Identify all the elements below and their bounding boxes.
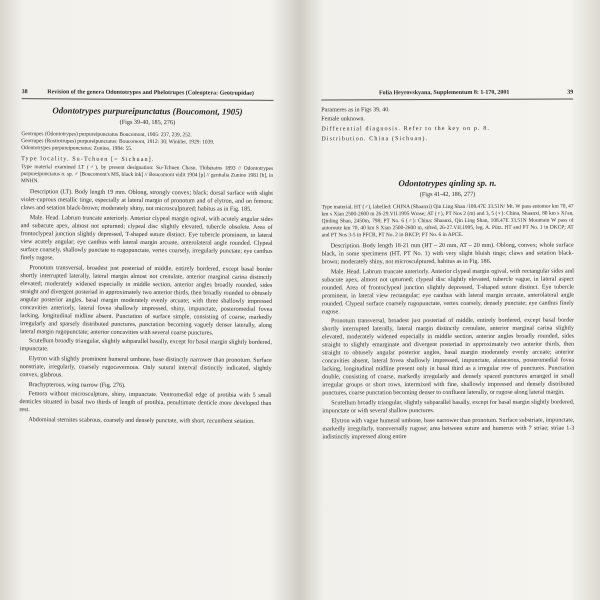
right-page (321, 90, 575, 561)
synonym-line: Odontotrypes purpureipunctatus: Zunino, 1984: 55. (21, 144, 133, 152)
type-material: Type material. HT (♂), labelled: CHINA (Shaanxi) Qin Ling Shan /108.47E 33.51N/ Mt. W pass entomor km 70, 47 km s Xian 2500-2600 m 26-29.VII.1995 Wrase; AT (♀), PT Nos 2 (m) and 3, 5 (♀): China, Shaanxi, 80 km s Xi'an, Qinling Shan, 2450m, 798; PT No. 6 (♂): China: Shaanxi, Qin Ling Shan, 108.47E 33.51N Mountain W pass of autoroute km 70, 40 km S Xian 2500-2600 m, sifted, 26-27.VII.1995, leg. A. Pütz. HT and PT No. 1 in DKCP; AT and PT Nos 3-5 in PFCR, PT No. 2 in BKCP; PT No. 6 in APCE. (321, 203, 574, 239)
head-paragraph: Male. Head. Labrum truncate anteriorly. Anterior clypeal margin ogival, with acutely angular sides and subacute apex, almost not upturned; clypeal disc slightly elevated, tubercle obsolete. Area of frontoclypeal junction slightly depressed, T-shaped suture distinct. Eye tubercle prominent, in lateral view acutely angular; eye canthus with lateral margin arcuate, anterolateral angle rounded. Clypeal surface coarsely, shallowly punctate to rugopunctate, vertex coarsely, irregularly punctate; eye canthus finely rugose. (20, 215, 273, 262)
species-title: Odontotrypes purpureipunctatus (Boucomont, 1905) (52, 105, 243, 117)
running-head (321, 90, 573, 101)
scutellum-paragraph: Scutellum broadly triangular, slightly subparallel basally, except for basal margin slightly bordered, impunctate. (19, 338, 272, 353)
type-locality: Type locality. Su-Tchuen [= Sichuan]. (21, 155, 155, 163)
differential-diagnosis: Differential diagnosis. Refer to the key on p. 8. (321, 125, 491, 133)
femora-paragraph: Femora without microsculpture, shiny, impunctate. Ventromedial edge of protibia with 5 small denticles situated in basal two thirds of length of protibia, penultimate denticle more developed than rest. (19, 391, 272, 414)
abdominal-paragraph: Abdominal sternites scabrous, coarsely and densely punctate, with short, recumbent setation. (28, 416, 255, 425)
pronotum-paragraph: Pronotum transversal, broadest just posteriad of middle, entirely bordered, except basal border shortly interrupted laterally, lateral margin almost not crenulate, anterior marginal carina distinctly elevated; moderately widened especially in middle section, anterior angles broadly rounded, sides straight and divergent posteriad in approximately two anterior thirds, then broadly rounded to obtusely angular posterior angles, basal margin moderately evenly arcuate; with three shallowly impressed concavities anteriorly, lateral fovea shallowly impressed, shiny, impunctate, posteromedial fovea lacking, longitudinal midline absent. Punctation of surface simple, consisting of coarse, markedly irregularly and sparsely distributed punctures, punctation becoming vaguely denser laterally, along lateral margin rugopunctate; anterior concavities with several coarse punctures. (19, 264, 273, 337)
scutellum-paragraph: Scutellum broadly triangular, slightly subparallel basally, except for basal margin slightly bordered, impunctate or with several shallow punctures. (322, 399, 575, 415)
running-head-title: Folia Heyrovskyana, Supplementum 8: 1-170, 2001 (378, 89, 510, 97)
elytron-paragraph: Elytron with vague humeral umbone, base narrower than pronotum. Surface substriate, impunctate, markedly irregularly, transversally rugose; area between suture and humerus with 7 striae; striae 1-3 indistinctly impressed along entire (322, 417, 575, 441)
head-paragraph: Male. Head. Labrum truncate anteriorly. Anterior clypeal margin ogival, with rectangular sides and subacute apex, almost not upturned; clypeal disc slightly elevated, tubercle vague, in lateral aspect rounded. Area of frontoclypeal junction slightly depressed, T-shaped suture distinct. Eye tubercle prominent, in lateral view rectangular; eye canthus with lateral margin arcuate, anterolateral angle rounded. Clypeal surface coarsely rugopunctate, vertex coarsely, densely punctate; eye canthus finely rugose. (321, 268, 574, 316)
pronotum-paragraph: Pronotum transversal, broadest just posteriad of middle, entirely bordered, except basal border shortly interrupted laterally, lateral margin distinctly crenulate, anterior marginal carina slightly elevated, moderately widened especially in middle section, anterior angles broadly rounded, sides straight to slightly emarginate and divergent posteriad in approximately two anterior thirds, then straight to obtusely angular posterior angles, basal margin moderately evenly arcuate; anterior concavities absent, lateral fovea shallowly impressed, impunctate, alutaceous, posteromedial fovea lacking, longitudinal midline present only in basal third as a irregular row of punctures. Punctation double, consisting of coarse, markedly irregularly and densely spaced punctures arranged in small irregular groups or short rows, intermixed with fine, shallowly impressed and densely distributed punctures, coarse punctation becoming denser to confluent laterally, or rugose along lateral margin. (322, 317, 575, 397)
parameres-line: Parameres as in Figs 39, 40. (321, 107, 390, 114)
page-number: 38 (21, 89, 28, 96)
left-page (18, 89, 273, 561)
species-title: Odontotrypes qinling sp. n. (398, 177, 497, 189)
female-line: Female unknown. (321, 116, 365, 123)
synonymy (21, 131, 273, 154)
type-material: Type material examined LT (♂), by present designation: Su-Tchuen Chasn. Thibétains 1893 // Odontotrypes purpureipunctatus n. sp. ♂ [Boucomont's MS, black ink] // Boucomont vidit 1904 [p] // genitalia Zunino 1981 [h], in MNHN. (20, 164, 274, 185)
description-paragraph: Description. Body length 18-21 mm (HT – 20 mm, AT – 20 mm). Oblong, convex; whole surface black, in some specimens (HT, PT No. 1) with very slight bluish tinge; claws and setation black-brown; moderately shiny, not microsculptured, habitus as in Fig. 186. (321, 242, 574, 266)
figure-reference: (Figs 39-40, 185, 276) (119, 118, 176, 126)
elytron-paragraph: Elytron with slightly prominent humeral umbone, base distinctly narrower than pronotum. Surface nonstriate, irregularly, coarsely rugocavernous. Only sutural interval distinctly indicated, slightly convex, glabrous. (19, 356, 272, 379)
distribution: Distribution. China (Sichuan). (321, 135, 429, 142)
synonym-line: Geotrupes (Rostrotrupes) purpureipunctatus: Boucomont, 1912: 30; Winkler, 1929: 1039. (21, 137, 215, 146)
synonym-line: Geotrupes (Odontotrypes) purpureipunctatus Boucomont, 1905: 237, 239, 252. (21, 130, 192, 139)
running-head-title: Revision of the genera Odontotrypes and Phelotrupes (Coleoptera: Geotrupidae) (47, 89, 254, 97)
running-head (22, 89, 274, 101)
figure-reference: (Figs 41-42, 186, 277) (419, 190, 476, 198)
section-gap (321, 144, 573, 173)
description-paragraph: Description (LT). Body length 19 mm. Oblong, strongly convex; black; dorsal surface with slight violet-cuprous metallic tinge, especially at lateral margin of pronotum and of elytron, and on femora; claws and setation black-brown; moderately shiny, not microsculptured; habitus as in Fig. 185. (20, 189, 273, 214)
brachypterous-paragraph: Brachypterous, wing narrow (Fig. 276). (28, 381, 126, 389)
page-number: 39 (567, 89, 574, 96)
